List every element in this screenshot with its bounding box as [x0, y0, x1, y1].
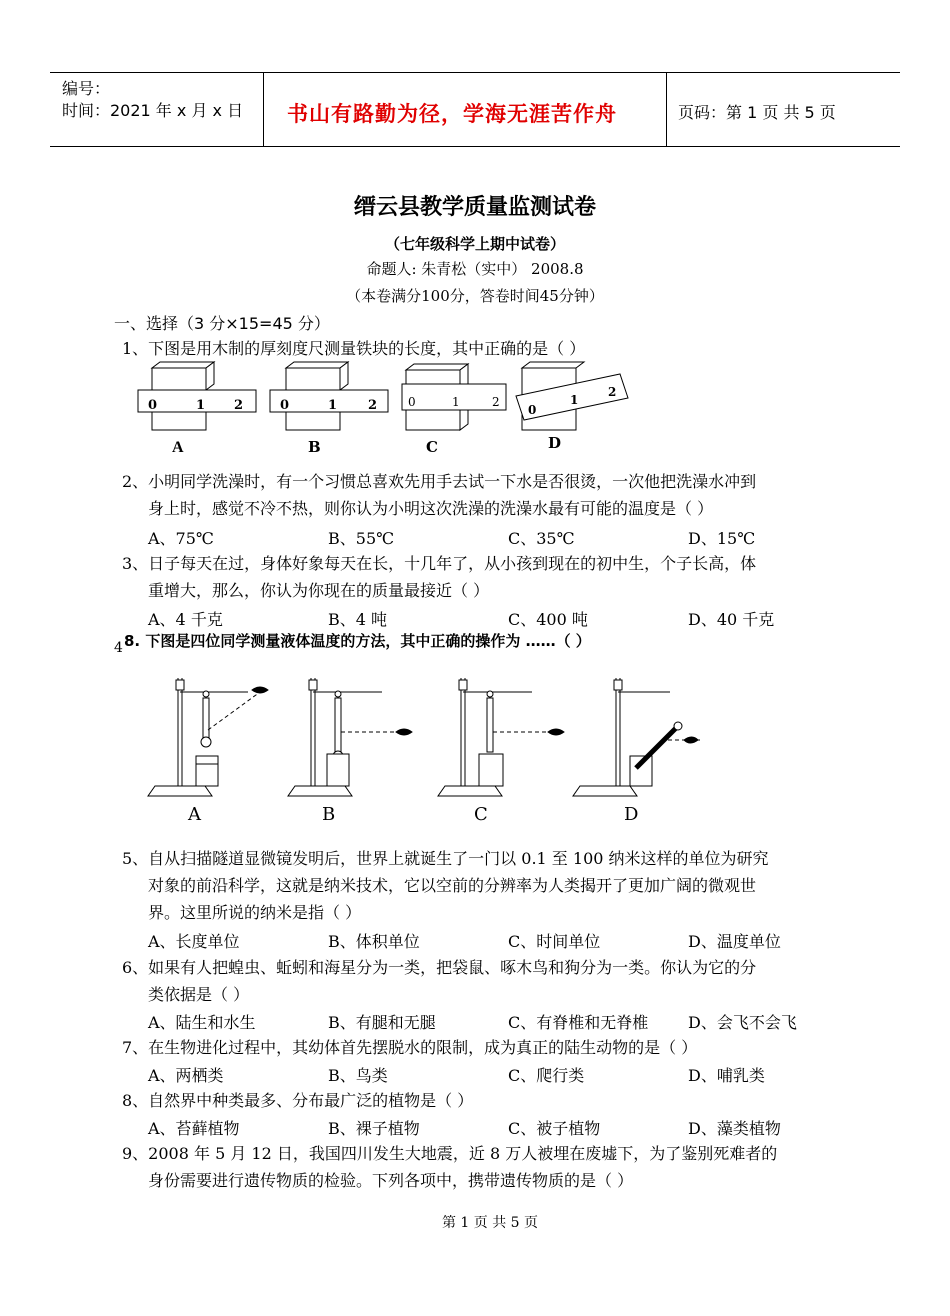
page-title: 缙云县教学质量监测试卷	[353, 195, 596, 220]
question-7-text: 7、在生物进化过程中，其幼体首先摆脱水的限制，成为真正的陆生动物的是（ ）	[122, 1038, 698, 1057]
header-number-label: 编号：	[62, 79, 111, 98]
svg-text:2: 2	[608, 385, 617, 399]
svg-text:2: 2	[234, 398, 244, 413]
q3-option-d[interactable]: D、40 千克	[688, 610, 775, 629]
header-motto: 书山有路勤为径，学海无涯苦作舟	[287, 102, 617, 126]
question-8-text: 8、自然界中种类最多、分布最广泛的植物是（ ）	[122, 1091, 474, 1110]
thermometer-label-b: B	[322, 804, 336, 825]
header-time-label: 时间：2021 年 x 月 x 日	[62, 101, 244, 120]
q3-option-a[interactable]: A、4 千克	[148, 610, 223, 629]
q8-option-a[interactable]: A、苔藓植物	[148, 1119, 240, 1138]
ruler-label-b: B	[308, 438, 321, 455]
header-top-rule	[50, 72, 900, 73]
question-5-line3: 界。这里所说的纳米是指（ ）	[148, 903, 362, 922]
question-5-line1: 5、自从扫描隧道显微镜发明后，世界上就诞生了一门以 0.1 至 100 纳米这样的单位为研究	[122, 849, 769, 868]
exam-note: （本卷满分100分，答卷时间45分钟）	[346, 287, 604, 305]
ruler-option-d	[516, 362, 628, 430]
q2-option-d[interactable]: D、15℃	[688, 529, 756, 548]
thermometer-label-d: D	[624, 804, 639, 825]
thermometer-option-c	[438, 678, 564, 796]
q6-option-a[interactable]: A、陆生和水生	[148, 1013, 256, 1032]
svg-text:0: 0	[408, 395, 416, 409]
q7-option-c[interactable]: C、爬行类	[508, 1066, 585, 1085]
ruler-label-c: C	[426, 438, 438, 455]
question-4-text: 8. 下图是四位同学测量液体温度的方法，其中正确的操作为 ……（ ）	[124, 632, 591, 650]
question-9-line1: 9、2008 年 5 月 12 日，我国四川发生大地震，近 8 万人被埋在废墟下，为了鉴别死难者的	[122, 1144, 778, 1163]
svg-text:1: 1	[196, 398, 206, 413]
header-divider-left	[263, 72, 264, 146]
question-6-line1: 6、如果有人把蝗虫、蚯蚓和海星分为一类，把袋鼠、啄木鸟和狗分为一类。你认为它的分	[122, 958, 757, 977]
question-5-line2: 对象的前沿科学，这就是纳米技术，它以空前的分辨率为人类揭开了更加广阔的微观世	[148, 876, 757, 895]
thermometer-option-b	[288, 678, 412, 796]
svg-text:0: 0	[280, 398, 290, 413]
question-4-number: 4	[114, 640, 123, 656]
thermometer-option-a	[148, 678, 268, 796]
header-divider-right	[666, 72, 667, 146]
question-3-line2: 重增大，那么，你认为你现在的质量最接近（ ）	[148, 581, 490, 600]
q6-option-b[interactable]: B、有腿和无腿	[328, 1013, 436, 1032]
question-1-text: 1、下图是用木制的厚刻度尺测量铁块的长度，其中正确的是（ ）	[122, 339, 586, 358]
ruler-option-b	[270, 362, 388, 430]
header-page-label: 页码：第 1 页 共 5 页	[678, 103, 836, 122]
question-3-line1: 3、日子每天在过，身体好象每天在长，十几年了，从小孩到现在的初中生，个子长高，体	[122, 554, 757, 573]
header-bottom-rule	[50, 146, 900, 147]
q5-option-a[interactable]: A、长度单位	[148, 932, 240, 951]
question-2-line2: 身上时，感觉不冷不热，则你认为小明这次洗澡的洗澡水最有可能的温度是（ ）	[148, 499, 714, 518]
q6-option-c[interactable]: C、有脊椎和无脊椎	[508, 1013, 649, 1032]
thermometer-figure	[140, 668, 700, 828]
svg-text:0: 0	[528, 403, 537, 417]
section-heading: 一、选择（3 分×15=45 分）	[114, 314, 330, 333]
ruler-label-d: D	[548, 434, 562, 452]
ruler-figure	[130, 360, 650, 455]
svg-text:1: 1	[452, 395, 460, 409]
svg-text:0: 0	[148, 398, 158, 413]
svg-text:2: 2	[492, 395, 500, 409]
svg-text:1: 1	[328, 398, 338, 413]
svg-text:1: 1	[570, 393, 579, 407]
page-subtitle: （七年级科学上期中试卷）	[384, 235, 565, 253]
question-2-line1: 2、小明同学洗澡时，有一个习惯总喜欢先用手去试一下水是否很烫，一次他把洗澡水冲到	[122, 472, 757, 491]
q3-option-b[interactable]: B、4 吨	[328, 610, 388, 629]
q6-option-d[interactable]: D、会飞不会飞	[688, 1013, 797, 1032]
q8-option-c[interactable]: C、被子植物	[508, 1119, 601, 1138]
page-footer: 第 1 页 共 5 页	[441, 1215, 539, 1231]
svg-text:2: 2	[368, 398, 378, 413]
q2-option-c[interactable]: C、35℃	[508, 529, 575, 548]
q7-option-b[interactable]: B、鸟类	[328, 1066, 388, 1085]
question-9-line2: 身份需要进行遗传物质的检验。下列各项中，携带遗传物质的是（ ）	[148, 1171, 634, 1190]
q5-option-c[interactable]: C、时间单位	[508, 932, 601, 951]
q5-option-b[interactable]: B、体积单位	[328, 932, 420, 951]
ruler-option-a	[138, 362, 256, 430]
thermometer-label-c: C	[474, 804, 488, 825]
thermometer-option-d	[573, 678, 700, 796]
question-6-line2: 类依据是（ ）	[148, 985, 250, 1004]
q8-option-d[interactable]: D、藻类植物	[688, 1119, 781, 1138]
q7-option-d[interactable]: D、哺乳类	[688, 1066, 765, 1085]
thermometer-label-a: A	[188, 804, 201, 825]
ruler-option-c	[402, 364, 506, 430]
q7-option-a[interactable]: A、两栖类	[148, 1066, 224, 1085]
author-line: 命题人: 朱青松（实中） 2008.8	[366, 260, 584, 278]
q8-option-b[interactable]: B、裸子植物	[328, 1119, 420, 1138]
q5-option-d[interactable]: D、温度单位	[688, 932, 781, 951]
q2-option-a[interactable]: A、75℃	[148, 529, 214, 548]
q2-option-b[interactable]: B、55℃	[328, 529, 395, 548]
q3-option-c[interactable]: C、400 吨	[508, 610, 588, 629]
ruler-label-a: A	[172, 439, 184, 455]
